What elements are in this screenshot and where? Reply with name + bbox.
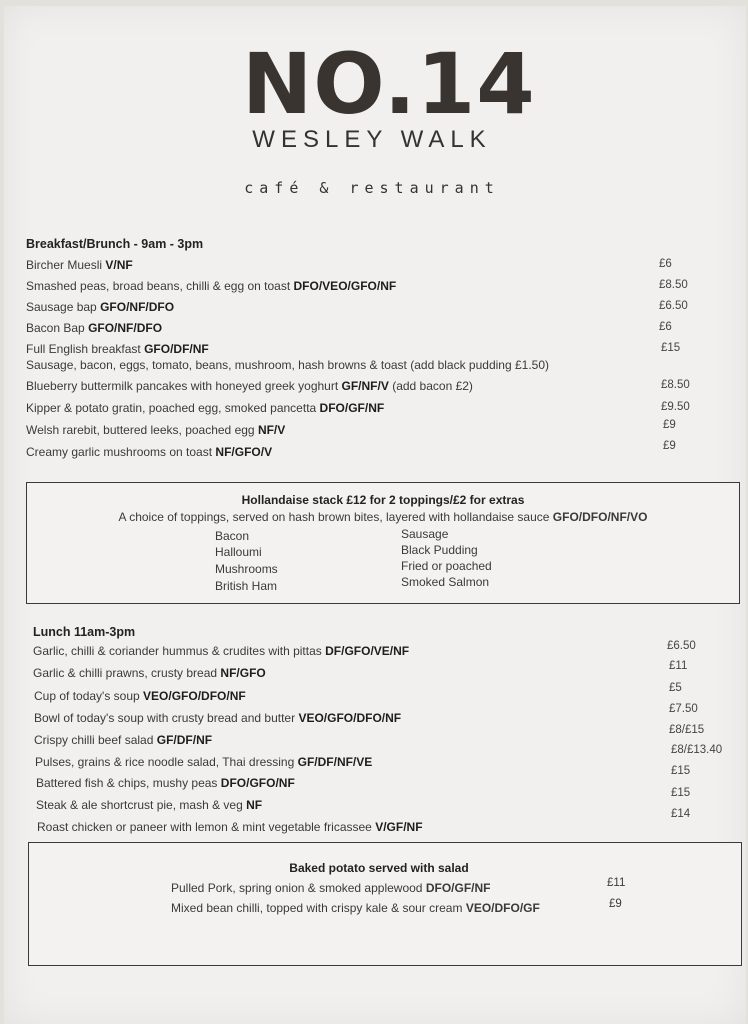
menu-item — [4, 321, 746, 339]
menu-item — [4, 258, 746, 276]
baked-potato-box — [28, 842, 742, 966]
item-price: £7.50 — [669, 703, 698, 715]
item-name: Bowl of today's soup with crusty bread and butter — [34, 711, 296, 725]
dietary-tags: GFO/DFO/NF/VO — [552, 510, 648, 524]
dietary-tags: GFO/DF/NF — [144, 342, 209, 356]
topping-item: Smoked Salmon — [401, 575, 490, 589]
item-price: £6.50 — [659, 300, 688, 312]
item-price: £9 — [663, 419, 676, 431]
topping-item: Sausage — [401, 527, 449, 541]
baked-potato-title: Baked potato served with salad — [289, 861, 469, 875]
dietary-tags: DFO/GFO/NF — [220, 776, 295, 790]
topping-item: British Ham — [215, 579, 278, 593]
item-price: £15 — [671, 765, 691, 777]
breakfast-heading: Breakfast/Brunch - 9am - 3pm — [26, 237, 204, 251]
item-price: £15 — [671, 787, 691, 799]
item-name: Roast chicken or paneer with lemon & mint vegetable fricassee — [37, 820, 372, 834]
menu-item — [4, 703, 746, 729]
item-price: £8/£13.40 — [671, 744, 723, 756]
hollandaise-description — [27, 510, 739, 524]
item-name: Garlic & chilli prawns, crusty bread — [33, 666, 218, 680]
item-name: Bircher Muesli — [26, 258, 103, 272]
item-name: Blueberry buttermilk pancakes with honeyed greek yoghurt — [26, 379, 339, 393]
dietary-tags: NF/GFO/V — [215, 445, 273, 459]
item-name: Bacon Bap — [26, 321, 85, 335]
hollandaise-box — [26, 482, 740, 604]
dietary-tags: GF/DF/NF/VE — [297, 755, 373, 769]
menu-item — [4, 379, 746, 397]
item-price: £6 — [659, 258, 672, 270]
menu-item — [4, 765, 746, 794]
item-name: Crispy chilli beef salad — [34, 733, 154, 747]
dietary-tags: GFO/NF/DFO — [88, 321, 163, 335]
item-price: £8.50 — [659, 279, 688, 291]
item-name: Full English breakfast — [26, 342, 141, 356]
menu-item — [4, 660, 746, 684]
item-name: Garlic, chilli & coriander hummus & crudites with pittas — [33, 644, 322, 658]
topping-item: Black Pudding — [401, 543, 478, 557]
menu-item — [4, 640, 746, 662]
item-price: £6.50 — [667, 640, 696, 652]
item-price: £8/£15 — [669, 724, 705, 736]
dietary-tags: DF/GFO/VE/NF — [325, 644, 410, 658]
item-name: Welsh rarebit, buttered leeks, poached egg — [26, 423, 255, 437]
menu-item — [4, 744, 746, 773]
topping-item: Mushrooms — [215, 562, 278, 576]
dietary-tags: V/NF — [105, 258, 133, 272]
dietary-tags: GF/NF/V — [341, 379, 389, 393]
menu-item — [4, 808, 746, 838]
dietary-tags: NF/GFO — [220, 666, 266, 680]
topping-item: Fried or poached — [401, 559, 492, 573]
item-price: £6 — [659, 321, 672, 333]
item-price: £9.50 — [661, 401, 690, 413]
item-price: £5 — [669, 682, 682, 694]
item-price: £11 — [607, 877, 626, 889]
item-price: £9 — [663, 440, 676, 452]
potato-item — [171, 901, 540, 915]
item-description: Sausage, bacon, eggs, tomato, beans, mushroom, hash browns & toast (add black pudding £1.50) — [26, 358, 549, 372]
item-name: Smashed peas, broad beans, chilli & egg on toast — [26, 279, 291, 293]
item-name: Mixed bean chilli, topped with crispy kale & sour cream — [171, 901, 463, 915]
item-name: Kipper & potato gratin, poached egg, smoked pancetta — [26, 401, 317, 415]
topping-item: Halloumi — [215, 545, 262, 559]
item-price: £8.50 — [661, 379, 690, 391]
item-name: Sausage bap — [26, 300, 97, 314]
item-name: Creamy garlic mushrooms on toast — [26, 445, 213, 459]
restaurant-logo: NO.14 — [242, 35, 536, 133]
menu-item — [4, 787, 746, 816]
dietary-tags: VEO/GFO/DFO/NF — [298, 711, 402, 725]
dietary-tags: GF/DF/NF — [156, 733, 213, 747]
dietary-tags: DFO/GF/NF — [425, 881, 491, 895]
topping-item: Bacon — [215, 529, 250, 543]
menu-item — [4, 682, 746, 707]
item-name: Cup of today's soup — [34, 689, 140, 703]
hollandaise-desc-text: A choice of toppings, served on hash brown bites, layered with hollandaise sauce — [118, 510, 550, 524]
item-name: Pulses, grains & rice noodle salad, Thai dressing — [35, 755, 295, 769]
menu-item — [4, 401, 746, 419]
menu-item — [4, 440, 746, 463]
dietary-tags: VEO/GFO/DFO/NF — [143, 689, 246, 703]
restaurant-subtitle: WESLEY WALK — [252, 126, 492, 153]
item-price: £14 — [671, 808, 691, 820]
item-extra: (add bacon £2) — [392, 379, 473, 393]
dietary-tags: GFO/NF/DFO — [100, 300, 175, 314]
lunch-heading: Lunch 11am-3pm — [33, 625, 136, 639]
menu-item — [4, 300, 746, 318]
item-price: £9 — [609, 898, 622, 910]
dietary-tags: NF — [246, 798, 263, 812]
dietary-tags: NF/V — [257, 423, 286, 437]
dietary-tags: VEO/DFO/GF — [465, 901, 540, 915]
dietary-tags: DFO/GF/NF — [319, 401, 385, 415]
menu-sheet — [4, 6, 746, 1024]
dietary-tags: DFO/VEO/GFO/NF — [293, 279, 397, 293]
menu-item — [4, 279, 746, 297]
item-name: Battered fish & chips, mushy peas — [36, 776, 218, 790]
menu-item — [4, 419, 746, 441]
dietary-tags: V/GF/NF — [375, 820, 423, 834]
item-name: Pulled Pork, spring onion & smoked applewood — [171, 881, 423, 895]
menu-item — [4, 724, 746, 751]
item-price: £15 — [661, 342, 681, 354]
item-name: Steak & ale shortcrust pie, mash & veg — [36, 798, 243, 812]
hollandaise-title: Hollandaise stack £12 for 2 toppings/£2 for extras — [241, 493, 525, 507]
potato-item — [171, 881, 491, 895]
item-price: £11 — [669, 660, 688, 672]
restaurant-tagline: café & restaurant — [244, 179, 500, 197]
